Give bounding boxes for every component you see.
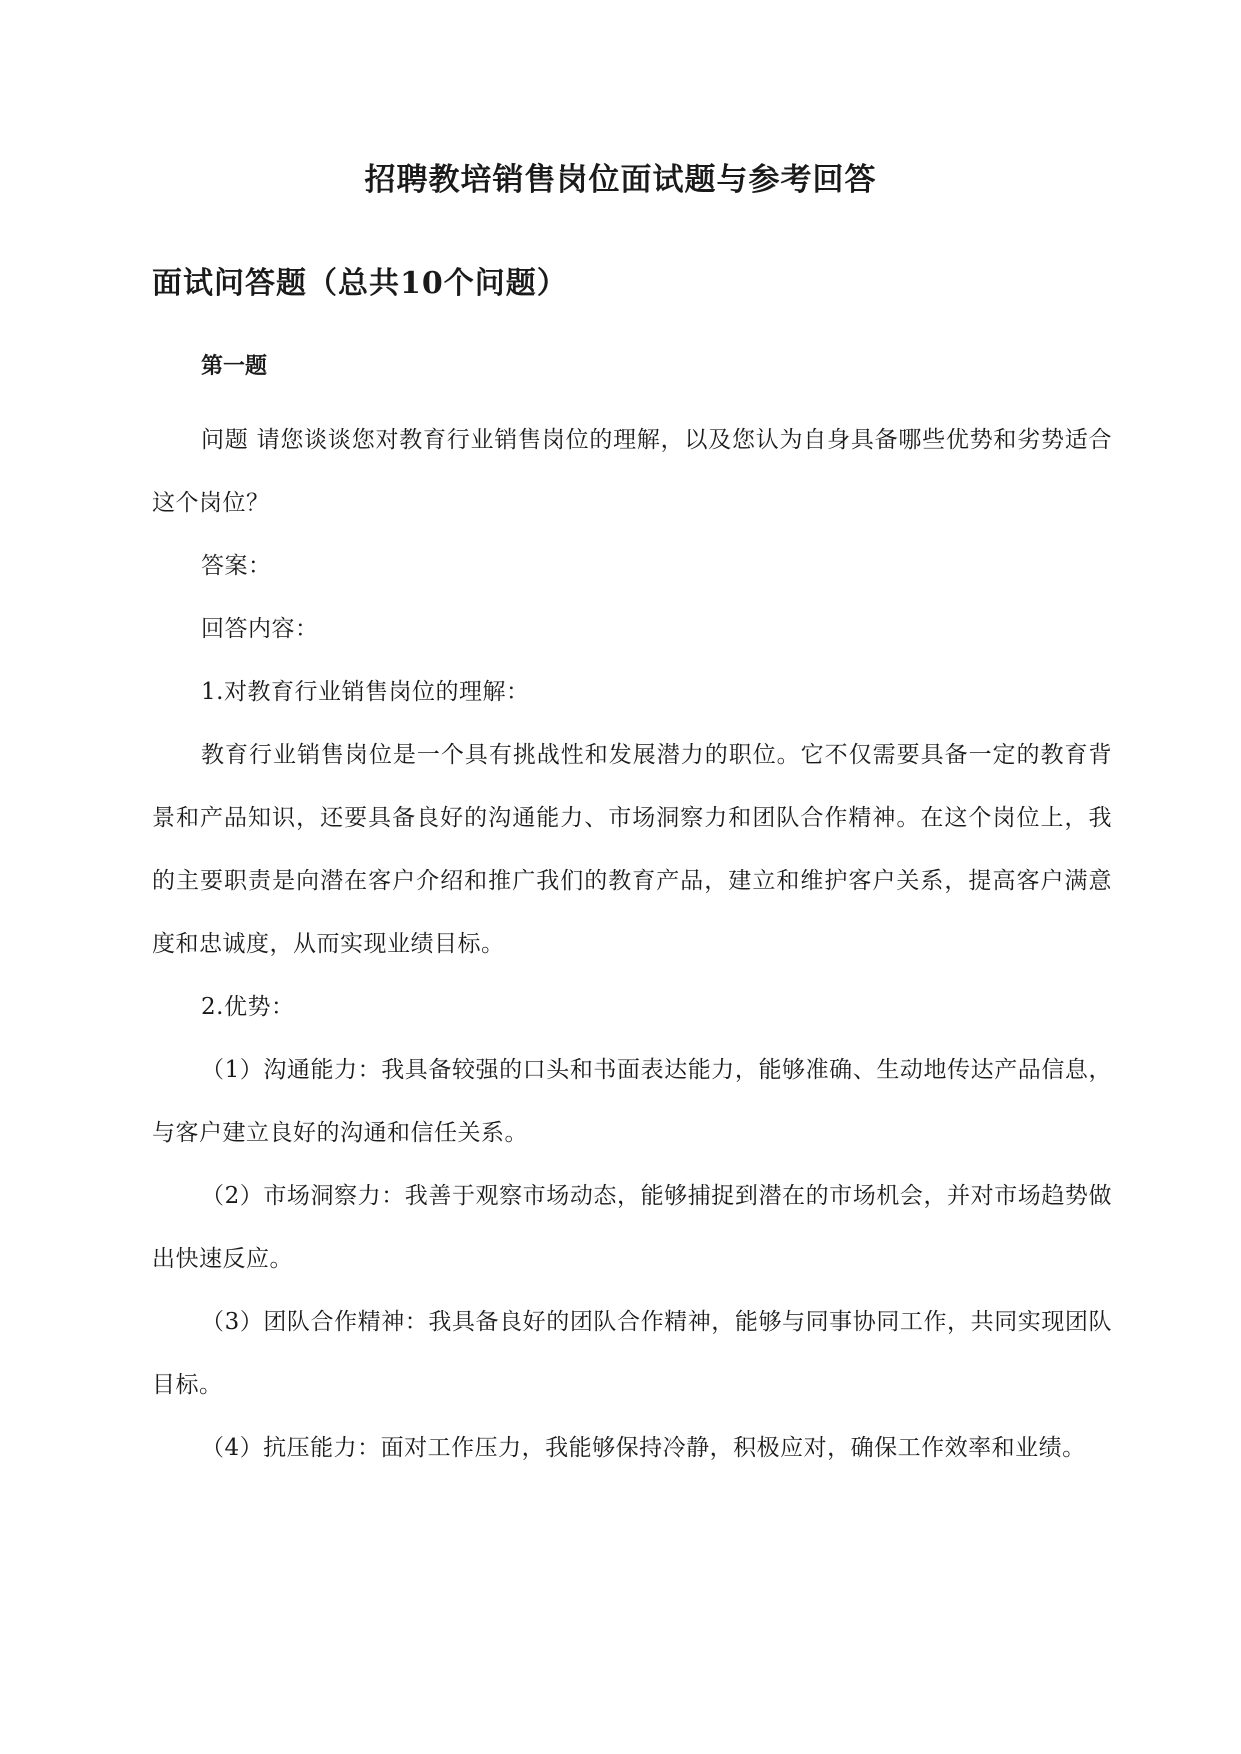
question-1-block — [152, 346, 1112, 1480]
advantages-heading: 2.优势： — [201, 994, 295, 1020]
answer-content-label: 回答内容： — [201, 616, 319, 642]
advantage-item-4: （4）抗压能力：面对工作压力，我能够保持冷静，积极应对，确保工作效率和业绩。 — [201, 1435, 1086, 1461]
advantage-item-2: （2）市场洞察力：我善于观察市场动态，能够捕捉到潜在的市场机会，并对市场趋势做出快速反应。 — [152, 1183, 1112, 1272]
section-heading: 面试问答题（总共10个问题） — [152, 266, 568, 301]
question-1-label: 第一题 — [201, 353, 268, 379]
document-title: 招聘教培销售岗位面试题与参考回答 — [364, 162, 877, 198]
advantage-item-1: （1）沟通能力：我具备较强的口头和书面表达能力，能够准确、生动地传达产品信息，与客户建立良好的沟通和信任关系。 — [152, 1057, 1112, 1146]
understanding-heading: 1.对教育行业销售岗位的理解： — [201, 679, 530, 705]
understanding-text: 教育行业销售岗位是一个具有挑战性和发展潜力的职位。它不仅需要具备一定的教育背景和产品知识，还要具备良好的沟通能力、市场洞察力和团队合作精神。在这个岗位上，我的主要职责是向潜在客户介绍和推广我们的教育产品，建立和维护客户关系，提高客户满意度和忠诚度，从而实现业绩目标。 — [152, 742, 1112, 957]
advantage-item-3: （3）团队合作精神：我具备良好的团队合作精神，能够与同事协同工作，共同实现团队目标。 — [152, 1309, 1112, 1398]
question-1-text: 问题 请您谈谈您对教育行业销售岗位的理解，以及您认为自身具备哪些优势和劣势适合这个岗位？ — [152, 427, 1112, 516]
answer-label: 答案： — [201, 553, 272, 579]
